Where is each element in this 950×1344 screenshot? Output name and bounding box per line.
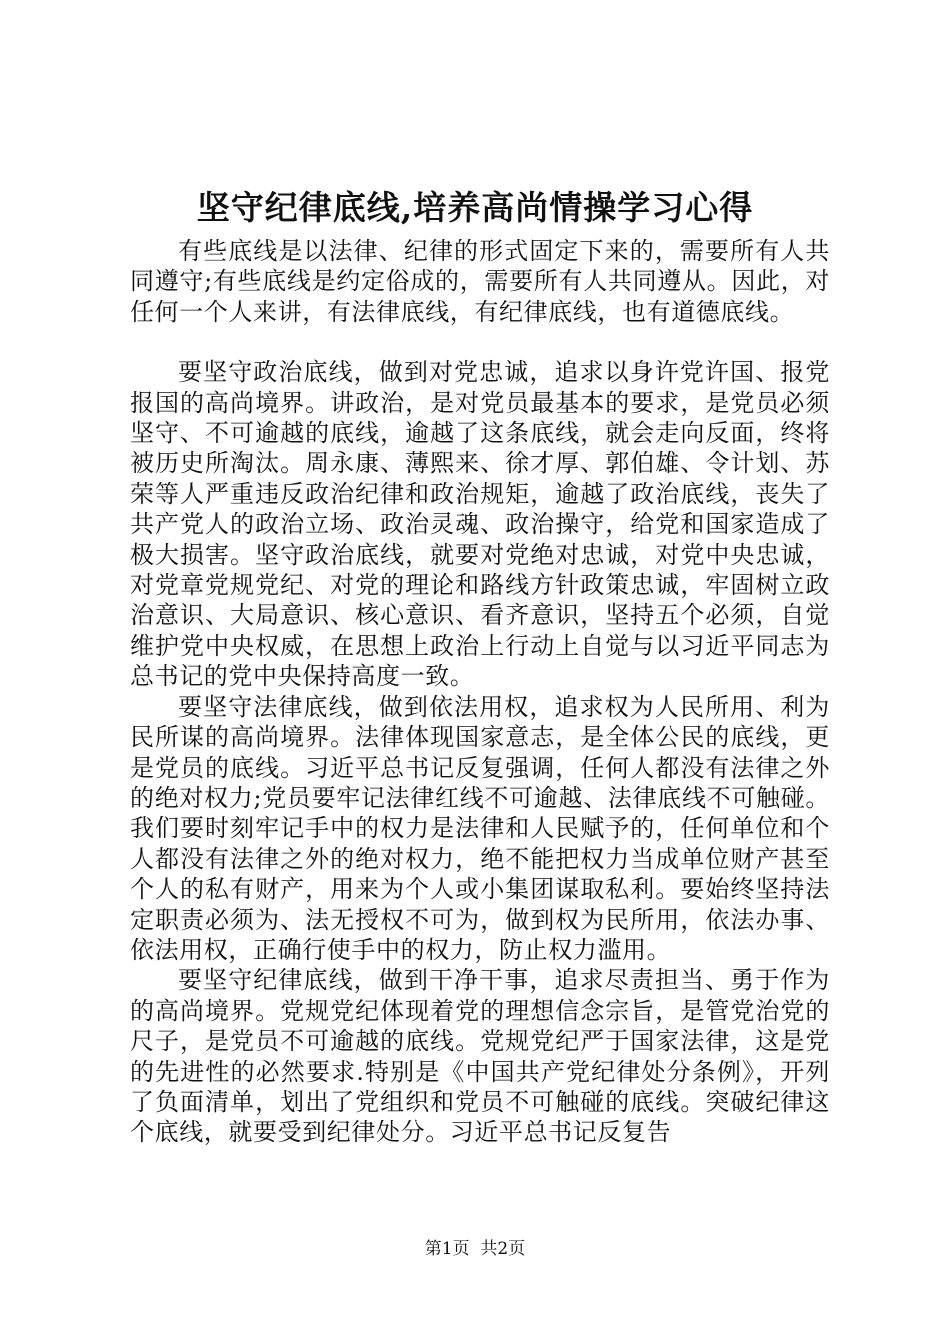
paragraph-gap <box>130 327 830 357</box>
paragraph-intro: 有些底线是以法律、纪律的形式固定下来的，需要所有人共同遵守;有些底线是约定俗成的，需要所有人共同遵从。因此，对任何一个人来讲，有法律底线，有纪律底线，也有道德底线。 <box>130 237 830 326</box>
footer-spacer <box>470 1239 481 1259</box>
page-total: 共2页 <box>480 1239 526 1259</box>
page-number: 第1页 <box>424 1239 470 1259</box>
page-footer <box>0 1238 950 1260</box>
document-body <box>130 236 830 1148</box>
paragraph-discipline-bottom-line: 要坚守纪律底线，做到干净干事，追求尽责担当、勇于作为的高尚境界。党规党纪体现着党的理想信念宗旨，是管党治党的尺子，是党员不可逾越的底线。党规党纪严于国家法律，这是党的先进性的必然要求.特别是《中国共产党纪律处分条例》，开列了负面清单，划出了党组织和党员不可触碰的底线。突破纪律这个底线，就要受到纪律处分。习近平总书记反复告 <box>130 966 830 1147</box>
paragraph-legal-bottom-line: 要坚守法律底线，做到依法用权，追求权为人民所用、利为民所谋的高尚境界。法律体现国家意志，是全体公民的底线，更是党员的底线。习近平总书记反复强调，任何人都没有法律之外的绝对权力;党员要牢记法律红线不可逾越、法律底线不可触碰。我们要时刻牢记手中的权力是法律和人民赋予的，任何单位和个人都没有法律之外的绝对权力，绝不能把权力当成单位财产甚至个人的私有财产，用来为个人或小集团谋取私利。要始终坚持法定职责必须为、法无授权不可为，做到权为民所用，依法办事、依法用权，正确行使手中的权力，防止权力滥用。 <box>130 692 830 964</box>
document-title: 坚守纪律底线,培养高尚情操学习心得 <box>196 188 754 227</box>
paragraph-political-bottom-line: 要坚守政治底线，做到对党忠诚，追求以身许党许国、报党报国的高尚境界。讲政治，是对党员最基本的要求，是党员必须坚守、不可逾越的底线，逾越了这条底线，就会走向反面，终将被历史所淘汰。周永康、薄熙来、徐才厚、郭伯雄、令计划、苏荣等人严重违反政治纪律和政治规矩，逾越了政治底线，丧失了共产党人的政治立场、政治灵魂、政治操守，给党和国家造成了极大损害。坚守政治底线，就要对党绝对忠诚，对党中央忠诚，对党章党规党纪、对党的理论和路线方针政策忠诚，牢固树立政治意识、大局意识、核心意识、看齐意识，坚持五个必须，自觉维护党中央权威，在思想上政治上行动上自觉与以习近平同志为总书记的党中央保持高度一致。 <box>130 358 830 691</box>
